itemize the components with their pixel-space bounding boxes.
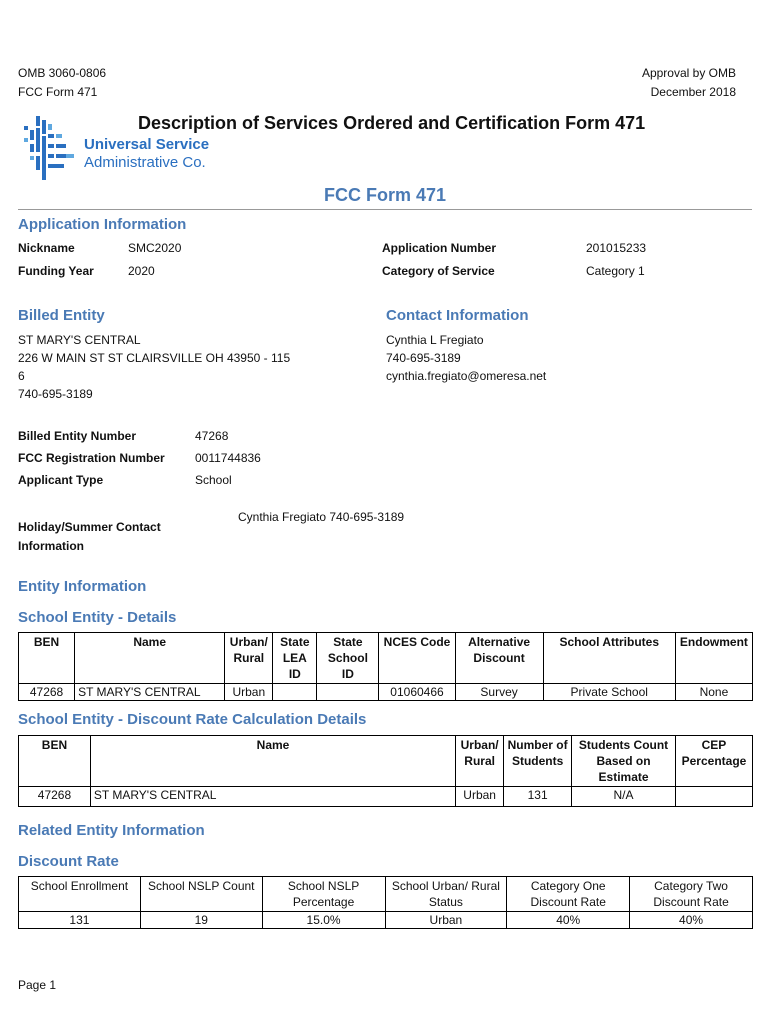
cell: 47268 bbox=[19, 684, 75, 701]
cell: ST MARY'S CENTRAL bbox=[90, 787, 455, 807]
table-row bbox=[19, 684, 753, 701]
cell bbox=[675, 787, 752, 807]
table-header-row bbox=[19, 633, 753, 684]
billed-entity-address bbox=[18, 331, 290, 403]
funding-year-label: Funding Year bbox=[18, 264, 94, 278]
contact-name: Cynthia L Fregiato bbox=[386, 333, 484, 347]
col-header: Name bbox=[90, 736, 455, 787]
billed-address-line1: 226 W MAIN ST ST CLAIRSVILLE OH 43950 - 115 bbox=[18, 351, 291, 365]
col-header: State LEA ID bbox=[273, 633, 317, 684]
col-header: School Enrollment bbox=[19, 877, 141, 912]
discount-calc-heading: School Entity - Discount Rate Calculation Details bbox=[18, 711, 367, 728]
page-title: Description of Services Ordered and Certification Form 471 bbox=[138, 113, 646, 133]
entity-heading: Entity Information bbox=[18, 578, 147, 595]
cell: N/A bbox=[572, 787, 676, 807]
category-label: Category of Service bbox=[382, 264, 495, 278]
form-title: FCC Form 471 bbox=[323, 185, 447, 205]
header-right bbox=[642, 64, 736, 102]
col-header: School NSLP Percentage bbox=[262, 877, 385, 912]
table-header-row bbox=[19, 736, 753, 787]
cell: Private School bbox=[543, 684, 675, 701]
applicant-type-label: Applicant Type bbox=[18, 473, 104, 487]
ben-label: Billed Entity Number bbox=[18, 429, 137, 443]
col-header: School NSLP Count bbox=[140, 877, 262, 912]
school-details-table bbox=[18, 632, 753, 701]
school-details-heading: School Entity - Details bbox=[18, 609, 177, 626]
cell: 40% bbox=[507, 912, 630, 929]
col-header: BEN bbox=[19, 633, 75, 684]
header-left bbox=[18, 64, 106, 102]
ben-value: 47268 bbox=[195, 429, 229, 443]
application-heading: Application Information bbox=[18, 216, 187, 233]
holiday-label-line2: Information bbox=[18, 539, 84, 553]
col-header: Endowment bbox=[675, 633, 752, 684]
category-value: Category 1 bbox=[586, 264, 645, 278]
discount-rate-heading: Discount Rate bbox=[18, 853, 119, 870]
col-header: Students Count Based on Estimate bbox=[572, 736, 676, 787]
form-label: FCC Form 471 bbox=[18, 85, 98, 99]
holiday-contact-label bbox=[18, 518, 161, 556]
divider bbox=[18, 209, 752, 210]
col-header: Category Two Discount Rate bbox=[630, 877, 753, 912]
contact-heading: Contact Information bbox=[386, 307, 529, 324]
cell: 47268 bbox=[19, 787, 91, 807]
cell: 131 bbox=[19, 912, 141, 929]
logo-line2: Administrative Co. bbox=[84, 154, 206, 171]
cell: 15.0% bbox=[262, 912, 385, 929]
cell: Survey bbox=[455, 684, 543, 701]
col-header: CEP Percentage bbox=[675, 736, 752, 787]
app-number-label: Application Number bbox=[382, 241, 497, 255]
cell: 01060466 bbox=[379, 684, 455, 701]
discount-rate-table bbox=[18, 876, 753, 929]
app-number-value: 201015233 bbox=[586, 241, 647, 255]
contact-email: cynthia.fregiato@omeresa.net bbox=[386, 369, 547, 383]
contact-phone: 740-695-3189 bbox=[386, 351, 461, 365]
table-header-row bbox=[19, 877, 753, 912]
holiday-contact-value: Cynthia Fregiato 740-695-3189 bbox=[238, 510, 405, 524]
col-header: Urban/ Rural bbox=[456, 736, 504, 787]
col-header: School Attributes bbox=[543, 633, 675, 684]
fcc-reg-label: FCC Registration Number bbox=[18, 451, 165, 465]
discount-calc-table bbox=[18, 735, 753, 807]
billed-phone: 740-695-3189 bbox=[18, 387, 93, 401]
cell: Urban bbox=[385, 912, 507, 929]
cell: Urban bbox=[456, 787, 504, 807]
cell: ST MARY'S CENTRAL bbox=[75, 684, 225, 701]
cell: 40% bbox=[630, 912, 753, 929]
nickname-label: Nickname bbox=[18, 241, 75, 255]
approval-text: Approval by OMB bbox=[641, 66, 736, 80]
cell bbox=[273, 684, 317, 701]
page-number: Page 1 bbox=[18, 978, 57, 992]
funding-year-value: 2020 bbox=[128, 264, 155, 278]
related-entity-heading: Related Entity Information bbox=[18, 822, 205, 839]
billed-address-line2: 6 bbox=[18, 369, 25, 383]
cell: Urban bbox=[225, 684, 273, 701]
cell: 19 bbox=[140, 912, 262, 929]
col-header: State School ID bbox=[317, 633, 379, 684]
col-header: School Urban/ Rural Status bbox=[385, 877, 507, 912]
col-header: BEN bbox=[19, 736, 91, 787]
col-header: Name bbox=[75, 633, 225, 684]
omb-number: OMB 3060-0806 bbox=[18, 66, 107, 80]
billed-entity-heading: Billed Entity bbox=[18, 307, 105, 324]
table-row bbox=[19, 912, 753, 929]
applicant-type-value: School bbox=[195, 473, 232, 487]
nickname-value: SMC2020 bbox=[128, 241, 182, 255]
table-row bbox=[19, 787, 753, 807]
approval-date: December 2018 bbox=[650, 85, 736, 99]
col-header: Alternative Discount bbox=[455, 633, 543, 684]
col-header: Urban/ Rural bbox=[225, 633, 273, 684]
col-header: Number of Students bbox=[504, 736, 572, 787]
contact-block bbox=[386, 331, 546, 385]
logo-line1: Universal Service bbox=[84, 136, 210, 153]
holiday-label-line1: Holiday/Summer Contact bbox=[18, 520, 161, 534]
col-header: NCES Code bbox=[379, 633, 455, 684]
col-header: Category One Discount Rate bbox=[507, 877, 630, 912]
fcc-reg-value: 0011744836 bbox=[195, 451, 261, 465]
cell bbox=[317, 684, 379, 701]
cell: 131 bbox=[504, 787, 572, 807]
cell: None bbox=[675, 684, 752, 701]
billed-entity-name: ST MARY'S CENTRAL bbox=[18, 333, 141, 347]
